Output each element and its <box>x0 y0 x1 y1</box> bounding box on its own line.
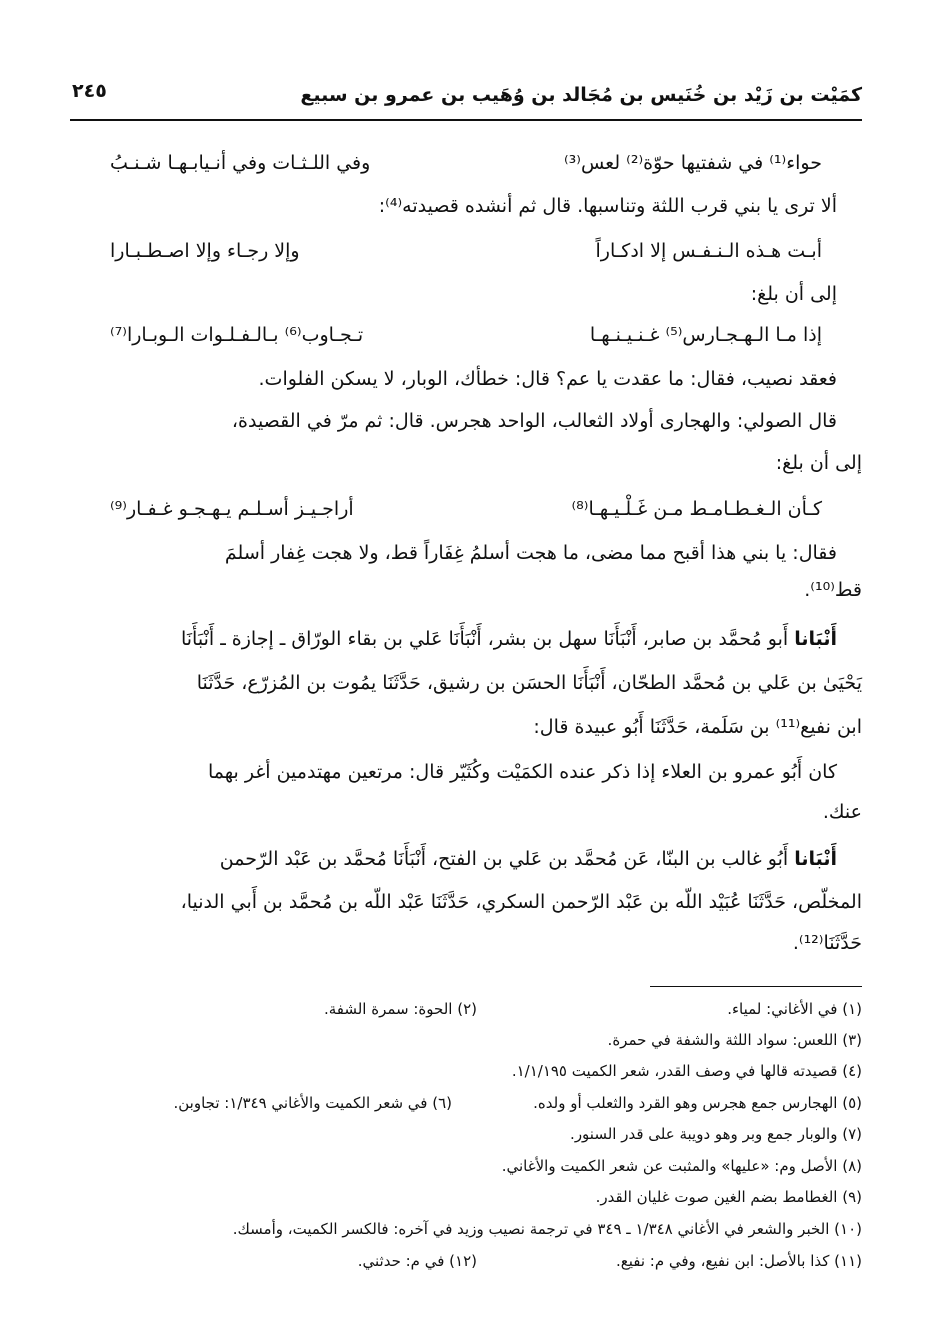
body-line: قال الصولي: والهجارى أولاد الثعالب، الواحد هجرس. قال: ثم مرّ في القصيدة، <box>231 410 837 432</box>
footnote-rule <box>650 986 862 987</box>
footnote-10: (١٠) الخبر والشعر في الأغاني ١/٣٤٨ ـ ٣٤٩ في ترجمة نصيب وزيد في آخره: فالكسر الكميت، وأمسك. <box>232 1220 862 1238</box>
anbana-keyword: أَنْبَانا <box>794 628 837 650</box>
verse-1-first-hemistich: حواء⁽¹⁾ في شفتيها حوّة⁽²⁾ لعس⁽³⁾ <box>564 152 822 174</box>
footnote-4: (٤) قصيدته قالها في وصف القدر، شعر الكميت ١/١/١٩٥. <box>511 1062 862 1080</box>
header-rule <box>70 119 862 121</box>
isnad-line <box>220 845 837 873</box>
isnad-text: أَبو مُحمَّد بن صابر، أَنْبَأَنَا سهل بن بشر، أَنْبَأَنَا عَلي بن بقاء الورّاق ـ إجازة ـ أَنْبَأَنَا <box>180 628 795 650</box>
body-line: إلى أن بلغ: <box>775 452 862 474</box>
body-line: عنك. <box>822 801 862 823</box>
verse-1-second-hemistich: وفي اللـثـات وفي أنـيابـهـا شـنـبُ <box>110 152 371 174</box>
verse-line-1 <box>110 148 822 178</box>
page-number: ٢٤٥ <box>72 80 107 102</box>
verse-line-4 <box>110 494 822 524</box>
verse-2-first-hemistich: أبـت هـذه الـنـفـس إلا ادكـاراً <box>595 240 822 262</box>
isnad-line: المخلّص، حَدَّثَنَا عُبَيْد اللّه بن عَبْد الرّحمن السكري، حَدَّثَنَا عَبْد اللّه بن مُحمَّد بن أَبي الدنيا، <box>180 891 862 913</box>
footnote-7: (٧) والوبار جمع وبر وهو دويبة على قدر السنور. <box>570 1125 862 1143</box>
body-line: فعقد نصيب، فقال: ما عقدت يا عم؟ قال: خطأك، الوبار، لا يسكن الفلوات. <box>258 368 837 390</box>
footnote-2: (٢) الحوة: سمرة الشفة. <box>323 1000 477 1018</box>
body-line: فقال: يا بني هذا أقبح مما مضى، ما هجت أسلمُ غِفَاراً قط، ولا هجت غِفار أسلمَ <box>224 542 837 564</box>
body-line: ألا ترى يا بني قرب اللثة وتناسبها. قال ثم أنشده قصيدته⁽⁴⁾: <box>378 195 837 217</box>
verse-3-second-hemistich: تـجـاوب⁽⁶⁾ بـالـفـلـوات الـوبـارا⁽⁷⁾ <box>110 324 364 346</box>
running-header-title: كمَيْت بن زَيْد بن خُنَيس بن مُجَالد بن وُهَيب بن عمرو بن سبيع <box>300 84 862 106</box>
body-line: كان أَبُو عمرو بن العلاء إذا ذكر عنده الكمَيْت وكُثَيّر قال: مرتعين مهتدمين أغر بهما <box>208 761 837 783</box>
isnad-line <box>181 625 837 653</box>
body-line: إلى أن بلغ: <box>750 283 837 305</box>
verse-4-second-hemistich: أراجـيـز أسـلـم يـهـجـو غـفـار⁽⁹⁾ <box>110 498 354 520</box>
verse-line-2 <box>110 236 822 266</box>
footnote-5: (٥) الهجارس جمع هجرس وهو القرد والثعلب أو ولده. <box>533 1094 862 1112</box>
body-line: قط⁽¹⁰⁾. <box>804 579 862 601</box>
footnote-12: (١٢) في م: حدثني. <box>357 1252 477 1270</box>
footnote-8: (٨) الأصل وم: «عليها» والمثبت عن شعر الكميت والأغاني. <box>501 1157 862 1175</box>
footnote-1: (١) في الأغاني: لمياء. <box>727 1000 862 1018</box>
isnad-line: حَدَّثَنَا⁽¹²⁾. <box>792 932 862 954</box>
verse-3-first-hemistich: إذا مـا الـهـجـارس⁽⁵⁾ غـنـيـنـهـا <box>589 324 822 346</box>
anbana-keyword: أَنْبَانا <box>794 848 837 870</box>
verse-2-second-hemistich: وإلا رجـاء وإلا اصـطـبـارا <box>110 240 300 262</box>
verse-4-first-hemistich: كـأن الـغـطـامـط مـن غَـلْـيـهـا⁽⁸⁾ <box>571 498 822 520</box>
footnote-3: (٣) اللعس: سواد اللثة والشفة في حمرة. <box>607 1031 862 1049</box>
isnad-line: ابن نفيع⁽¹¹⁾ بن سَلَمة، حَدَّثَنَا أَبُو عبيدة قال: <box>533 716 862 738</box>
footnote-11: (١١) كذا بالأصل: ابن نفيع، وفي م: نفيع. <box>615 1252 862 1270</box>
verse-line-3 <box>110 320 822 350</box>
isnad-text: أَبُو غالب بن البنّا، عَن مُحمَّد بن عَلي بن الفتح، أَنْبَأَنَا مُحمَّد بن عَبْد الرّحمن <box>219 848 795 870</box>
footnote-6: (٦) في شعر الكميت والأغاني ١/٣٤٩: تجاوبن. <box>173 1094 452 1112</box>
footnote-9: (٩) الغطامط بضم الغين صوت غليان القدر. <box>595 1188 862 1206</box>
isnad-line: يَحْيَىٰ بن عَلي بن مُحمَّد الطحّان، أَنْبَأَنَا الحسَن بن رشيق، حَدَّثَنَا يمُوت بن المُزرّع، حَدَّثَنَا <box>196 672 862 694</box>
